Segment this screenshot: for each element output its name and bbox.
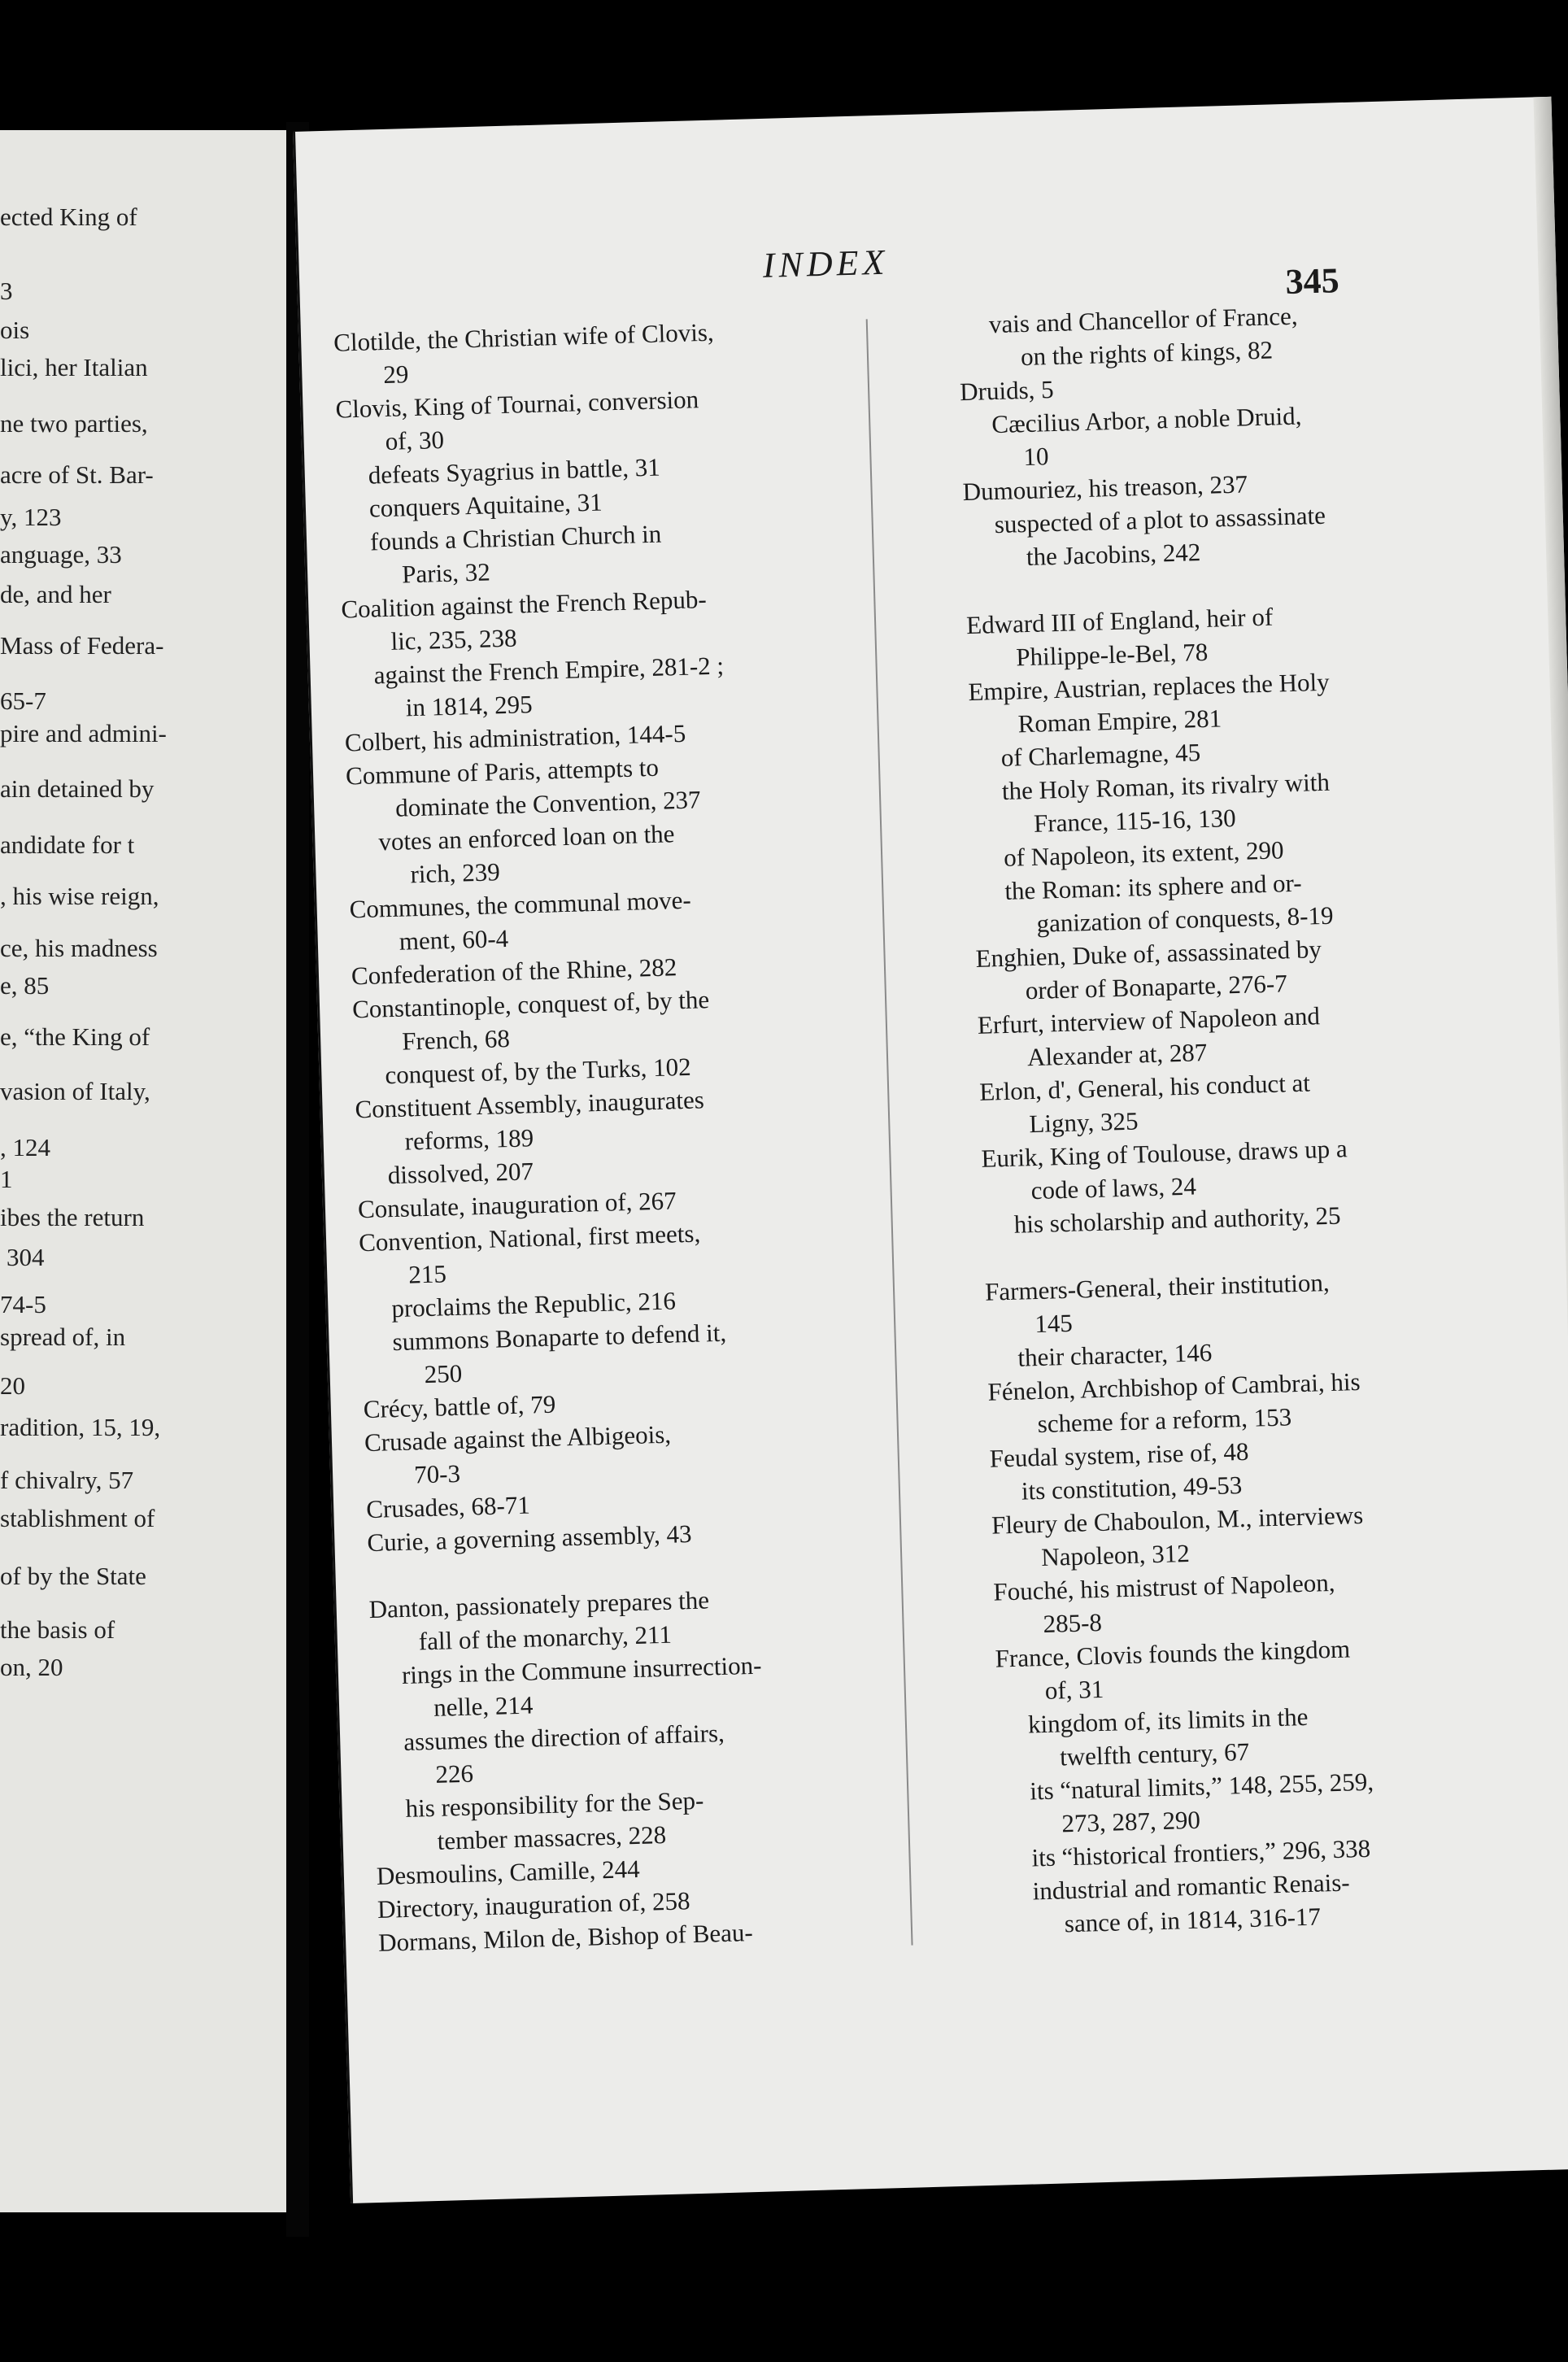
entry-text: summons Bonaparte to defend it, xyxy=(392,1318,727,1357)
entry-text: his responsibility for the Sep- xyxy=(405,1785,704,1823)
entry-text: Directory, inauguration of, 258 xyxy=(377,1886,690,1924)
entry-continuation: order of Bonaparte, 276-7 xyxy=(1025,969,1288,1005)
entry-text: Colbert, his administration, 144-5 xyxy=(344,718,686,757)
entry-text: Empire, Austrian, replaces the Holy xyxy=(968,667,1331,707)
entry-text: Crusades, 68-71 xyxy=(365,1490,531,1524)
entry-text: Druids, 5 xyxy=(959,375,1055,407)
entry-continuation: France, 115-16, 130 xyxy=(1033,803,1237,838)
left-page-text-fragment: y, 123 xyxy=(0,502,62,531)
entry-continuation: fall of the monarchy, 211 xyxy=(418,1619,673,1656)
left-page-text-fragment: ected King of xyxy=(0,203,137,232)
entry-text: his scholarship and authority, 25 xyxy=(1013,1201,1341,1239)
entry-text: Edward III of England, heir of xyxy=(965,602,1274,640)
left-page-text-fragment: vasion of Italy, xyxy=(0,1076,150,1105)
entry-continuation: 215 xyxy=(407,1259,447,1289)
entry-text: rings in the Commune insurrection- xyxy=(401,1650,762,1689)
entry-continuation: 29 xyxy=(382,360,409,389)
entry-text: its constitution, 49-53 xyxy=(1021,1471,1243,1506)
entry-continuation: reforms, 189 xyxy=(404,1123,534,1156)
entry-text: the Holy Roman, its rivalry with xyxy=(1001,767,1331,805)
index-page xyxy=(293,97,1568,2203)
left-page-text-fragment: 3 xyxy=(0,277,13,305)
left-page-text-fragment: f chivalry, 57 xyxy=(0,1465,134,1494)
left-page-text-fragment: 1 xyxy=(0,1164,13,1193)
entry-continuation: Paris, 32 xyxy=(401,557,491,589)
entry-text: vais and Chancellor of France, xyxy=(988,301,1298,339)
column-rule xyxy=(866,319,913,1945)
entry-text: suspected of a plot to assassinate xyxy=(994,500,1326,539)
entry-text: Clotilde, the Christian wife of Clovis, xyxy=(333,317,715,357)
entry-text: Feudal system, rise of, 48 xyxy=(989,1436,1249,1473)
entry-text: Consulate, inauguration of, 267 xyxy=(357,1186,677,1224)
left-page-text-fragment: acre of St. Bar- xyxy=(0,460,154,490)
entry-text: Desmoulins, Camille, 244 xyxy=(376,1854,641,1890)
entry-text: Enghien, Duke of, assassinated by xyxy=(975,935,1322,973)
left-page-text-fragment: 20 xyxy=(0,1371,25,1401)
entry-text: dissolved, 207 xyxy=(387,1157,534,1190)
index-subentry xyxy=(963,495,1453,575)
entry-text: Coalition against the French Repub- xyxy=(340,585,708,624)
entry-text: Erfurt, interview of Napoleon and xyxy=(977,1001,1321,1039)
entry-text: Clovis, King of Tournai, conversion xyxy=(335,385,699,424)
entry-continuation: ganization of conquests, 8-19 xyxy=(1036,900,1334,938)
entry-text: votes an enforced loan on the xyxy=(377,819,675,856)
entry-text: Crécy, battle of, 79 xyxy=(363,1389,556,1424)
page-number: 345 xyxy=(1284,260,1340,302)
entry-text: defeats Syagrius in battle, 31 xyxy=(368,452,661,490)
entry-text: Cæcilius Arbor, a noble Druid, xyxy=(991,401,1302,439)
entry-continuation: Roman Empire, 281 xyxy=(1017,704,1222,739)
index-column-right xyxy=(957,295,1491,1942)
entry-text: Fénelon, Archbishop of Cambrai, his xyxy=(987,1366,1361,1406)
left-page-fragment xyxy=(0,130,286,2212)
entry-continuation: tember massacres, 228 xyxy=(437,1820,667,1855)
entry-text: Eurik, King of Toulouse, draws up a xyxy=(981,1134,1348,1173)
entry-continuation: scheme for a reform, 153 xyxy=(1037,1402,1292,1439)
entry-text: its “historical frontiers,” 296, 338 xyxy=(1031,1833,1371,1872)
entry-text: Confederation of the Rhine, 282 xyxy=(351,952,677,991)
entry-text: assumes the direction of affairs, xyxy=(403,1718,725,1756)
entry-continuation: sance of, in 1814, 316-17 xyxy=(1064,1902,1322,1938)
entry-continuation: dominate the Convention, 237 xyxy=(394,785,701,822)
left-page-text-fragment: 65-7 xyxy=(0,686,46,715)
left-page-text-fragment: the basis of xyxy=(0,1615,115,1644)
entry-continuation: twelfth century, 67 xyxy=(1059,1737,1250,1772)
entry-continuation: 10 xyxy=(1023,442,1049,472)
entry-continuation: French, 68 xyxy=(401,1023,511,1056)
entry-text: Farmers-General, their institution, xyxy=(984,1267,1331,1306)
entry-text: Fleury de Chaboulon, M., interviews xyxy=(991,1500,1364,1540)
left-page-text-fragment: andidate for t xyxy=(0,830,135,860)
entry-text: conquers Aquitaine, 31 xyxy=(368,487,603,523)
entry-text: founds a Christian Church in xyxy=(369,519,662,556)
entry-continuation: 226 xyxy=(434,1758,474,1789)
left-page-text-fragment: 74-5 xyxy=(0,1289,46,1318)
entry-text: conquest of, by the Turks, 102 xyxy=(384,1052,692,1090)
left-page-text-fragment: de, and her xyxy=(0,579,111,608)
left-page-text-fragment: of by the State xyxy=(0,1561,146,1590)
left-page-text-fragment: ne two parties, xyxy=(0,408,148,438)
entry-continuation: in 1814, 295 xyxy=(405,690,534,722)
running-head: INDEX xyxy=(762,242,889,285)
entry-continuation: Napoleon, 312 xyxy=(1040,1538,1191,1571)
left-page-text-fragment: anguage, 33 xyxy=(0,540,122,569)
left-page-text-fragment: , his wise reign, xyxy=(0,882,159,911)
entry-text: Communes, the communal move- xyxy=(349,885,692,924)
entry-continuation: 145 xyxy=(1034,1308,1074,1339)
entry-continuation: of, 31 xyxy=(1044,1674,1104,1705)
left-page-text-fragment: on, 20 xyxy=(0,1653,63,1681)
entry-text: Convention, National, first meets, xyxy=(358,1218,701,1257)
entry-text: Erlon, d', General, his conduct at xyxy=(978,1068,1311,1106)
left-page-text-fragment: radition, 15, 19, xyxy=(0,1412,161,1441)
entry-text: the Roman: its sphere and or- xyxy=(1004,868,1303,905)
left-page-text-fragment: ain detained by xyxy=(0,774,155,803)
entry-continuation: Alexander at, 287 xyxy=(1026,1038,1208,1072)
left-page-text-fragment: stablishment of xyxy=(0,1504,155,1533)
entry-text: their character, 146 xyxy=(1017,1338,1213,1372)
left-page-text-fragment: pire and admini- xyxy=(0,719,167,748)
left-page-text-fragment: lici, her Italian xyxy=(0,352,148,381)
left-page-text-fragment: e, 85 xyxy=(0,970,50,1000)
left-page-text-fragment: Mass of Federa- xyxy=(0,631,164,660)
entry-continuation: rich, 239 xyxy=(410,857,501,889)
entry-continuation: of, 30 xyxy=(385,425,445,455)
entry-continuation: 273, 287, 290 xyxy=(1061,1805,1201,1838)
page-edge-shadow xyxy=(1533,97,1568,2169)
entry-continuation: code of laws, 24 xyxy=(1030,1171,1197,1205)
index-column-left xyxy=(333,312,867,1959)
entry-text: of Napoleon, its extent, 290 xyxy=(1003,835,1285,872)
left-page-text-fragment: ois xyxy=(0,315,30,344)
entry-text: Danton, passionately prepares the xyxy=(368,1585,710,1624)
left-page-text-fragment: , 124 xyxy=(0,1132,50,1161)
entry-continuation: Philippe-le-Bel, 78 xyxy=(1015,637,1209,672)
entry-text: Dumouriez, his treason, 237 xyxy=(962,469,1248,507)
entry-text: Constantinople, conquest of, by the xyxy=(351,985,710,1024)
entry-text: Dormans, Milon de, Bishop of Beau- xyxy=(377,1918,754,1957)
entry-text: of Charlemagne, 45 xyxy=(1000,738,1201,772)
entry-text: against the French Empire, 281-2 ; xyxy=(373,651,725,690)
entry-text: proclaims the Republic, 216 xyxy=(390,1286,677,1323)
entry-text: its “natural limits,” 148, 255, 259, xyxy=(1029,1767,1374,1806)
index-subentry xyxy=(1001,1862,1491,1942)
entry-text: kingdom of, its limits in the xyxy=(1027,1702,1309,1739)
entry-text: industrial and romantic Renais- xyxy=(1032,1867,1351,1906)
entry-continuation: Ligny, 325 xyxy=(1028,1106,1139,1139)
entry-continuation: nelle, 214 xyxy=(433,1690,534,1722)
entry-continuation: 285-8 xyxy=(1043,1607,1103,1638)
entry-continuation: on the rights of kings, 82 xyxy=(1020,335,1274,372)
left-page-text-fragment: ibes the return xyxy=(0,1203,145,1232)
entry-continuation: lic, 235, 238 xyxy=(390,623,517,656)
entry-continuation: 250 xyxy=(424,1358,463,1389)
entry-text: Commune of Paris, attempts to xyxy=(345,752,660,791)
left-page-text-fragment: 304 xyxy=(7,1243,45,1271)
entry-text: France, Clovis founds the kingdom xyxy=(995,1634,1351,1673)
entry-text: Crusade against the Albigeois, xyxy=(364,1419,672,1458)
left-page-text-fragment: spread of, in xyxy=(0,1322,126,1351)
left-page-text-fragment: e, “the King of xyxy=(0,1022,150,1052)
entry-text: Curie, a governing assembly, 43 xyxy=(366,1519,692,1558)
entry-continuation: 70-3 xyxy=(413,1458,461,1489)
entry-text: Constituent Assembly, inaugurates xyxy=(355,1085,705,1124)
entry-text: Fouché, his mistrust of Napoleon, xyxy=(992,1567,1335,1606)
entry-continuation: the Jacobins, 242 xyxy=(1026,538,1201,572)
left-page-text-fragment: ce, his madness xyxy=(0,933,158,962)
entry-continuation: ment, 60-4 xyxy=(399,923,509,956)
